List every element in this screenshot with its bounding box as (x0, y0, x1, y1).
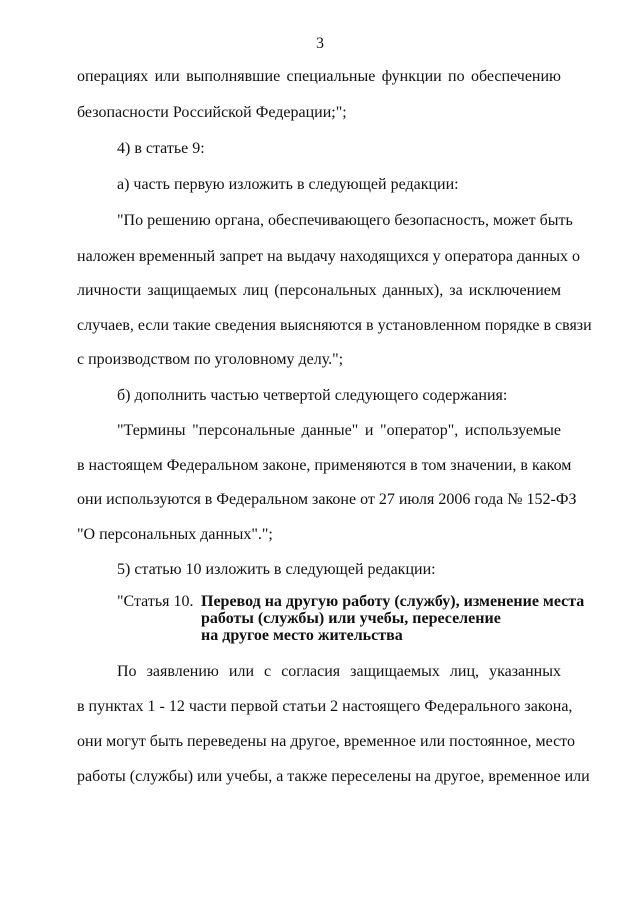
subitem-heading: б) дополнить частью четвертой следующего содержания: (117, 387, 508, 404)
text-line: в настоящем Федеральном законе, применяются в том значении, в каком (77, 457, 572, 474)
text-line: работы (службы) или учебы, а также переселены на другое, временное или (77, 768, 590, 785)
article-prefix: "Статья 10. (117, 593, 194, 610)
article-title-line: Перевод на другую работу (службу), изменение места (201, 593, 585, 610)
text-line: "О персональных данных"."; (77, 526, 273, 543)
text-line: в пунктах 1 - 12 части первой статьи 2 настоящего Федерального закона, (77, 698, 573, 715)
text-line: "По решению органа, обеспечивающего безопасность, может быть (117, 212, 573, 229)
subitem-heading: а) часть первую изложить в следующей редакции: (117, 176, 459, 193)
article-title-line: на другое место жительства (201, 627, 403, 644)
article-title-line: работы (службы) или учебы, переселение (201, 610, 501, 627)
list-item-heading: 4) в статье 9: (117, 140, 205, 157)
text-line: операциях или выполнявшие специальные функции по обеспечению (77, 68, 561, 85)
page-number: 3 (316, 35, 324, 52)
text-line: они могут быть переведены на другое, временное или постоянное, место (77, 733, 575, 750)
list-item-heading: 5) статью 10 изложить в следующей редакции: (117, 561, 436, 578)
text-line: По заявлению или с согласия защищаемых лиц, указанных (117, 663, 561, 680)
text-line: с производством по уголовному делу."; (77, 351, 344, 368)
text-line: случаев, если такие сведения выясняются в установленном порядке в связи (77, 317, 592, 334)
text-line: "Термины "персональные данные" и "оператор", используемые (117, 422, 561, 439)
text-line: безопасности Российской Федерации;"; (77, 104, 347, 121)
text-line: они используются в Федеральном законе от 27 июля 2006 года № 152-ФЗ (77, 491, 577, 508)
text-line: наложен временный запрет на выдачу находящихся у оператора данных о (77, 248, 581, 265)
text-line: личности защищаемых лиц (персональных данных), за исключением (77, 282, 561, 299)
